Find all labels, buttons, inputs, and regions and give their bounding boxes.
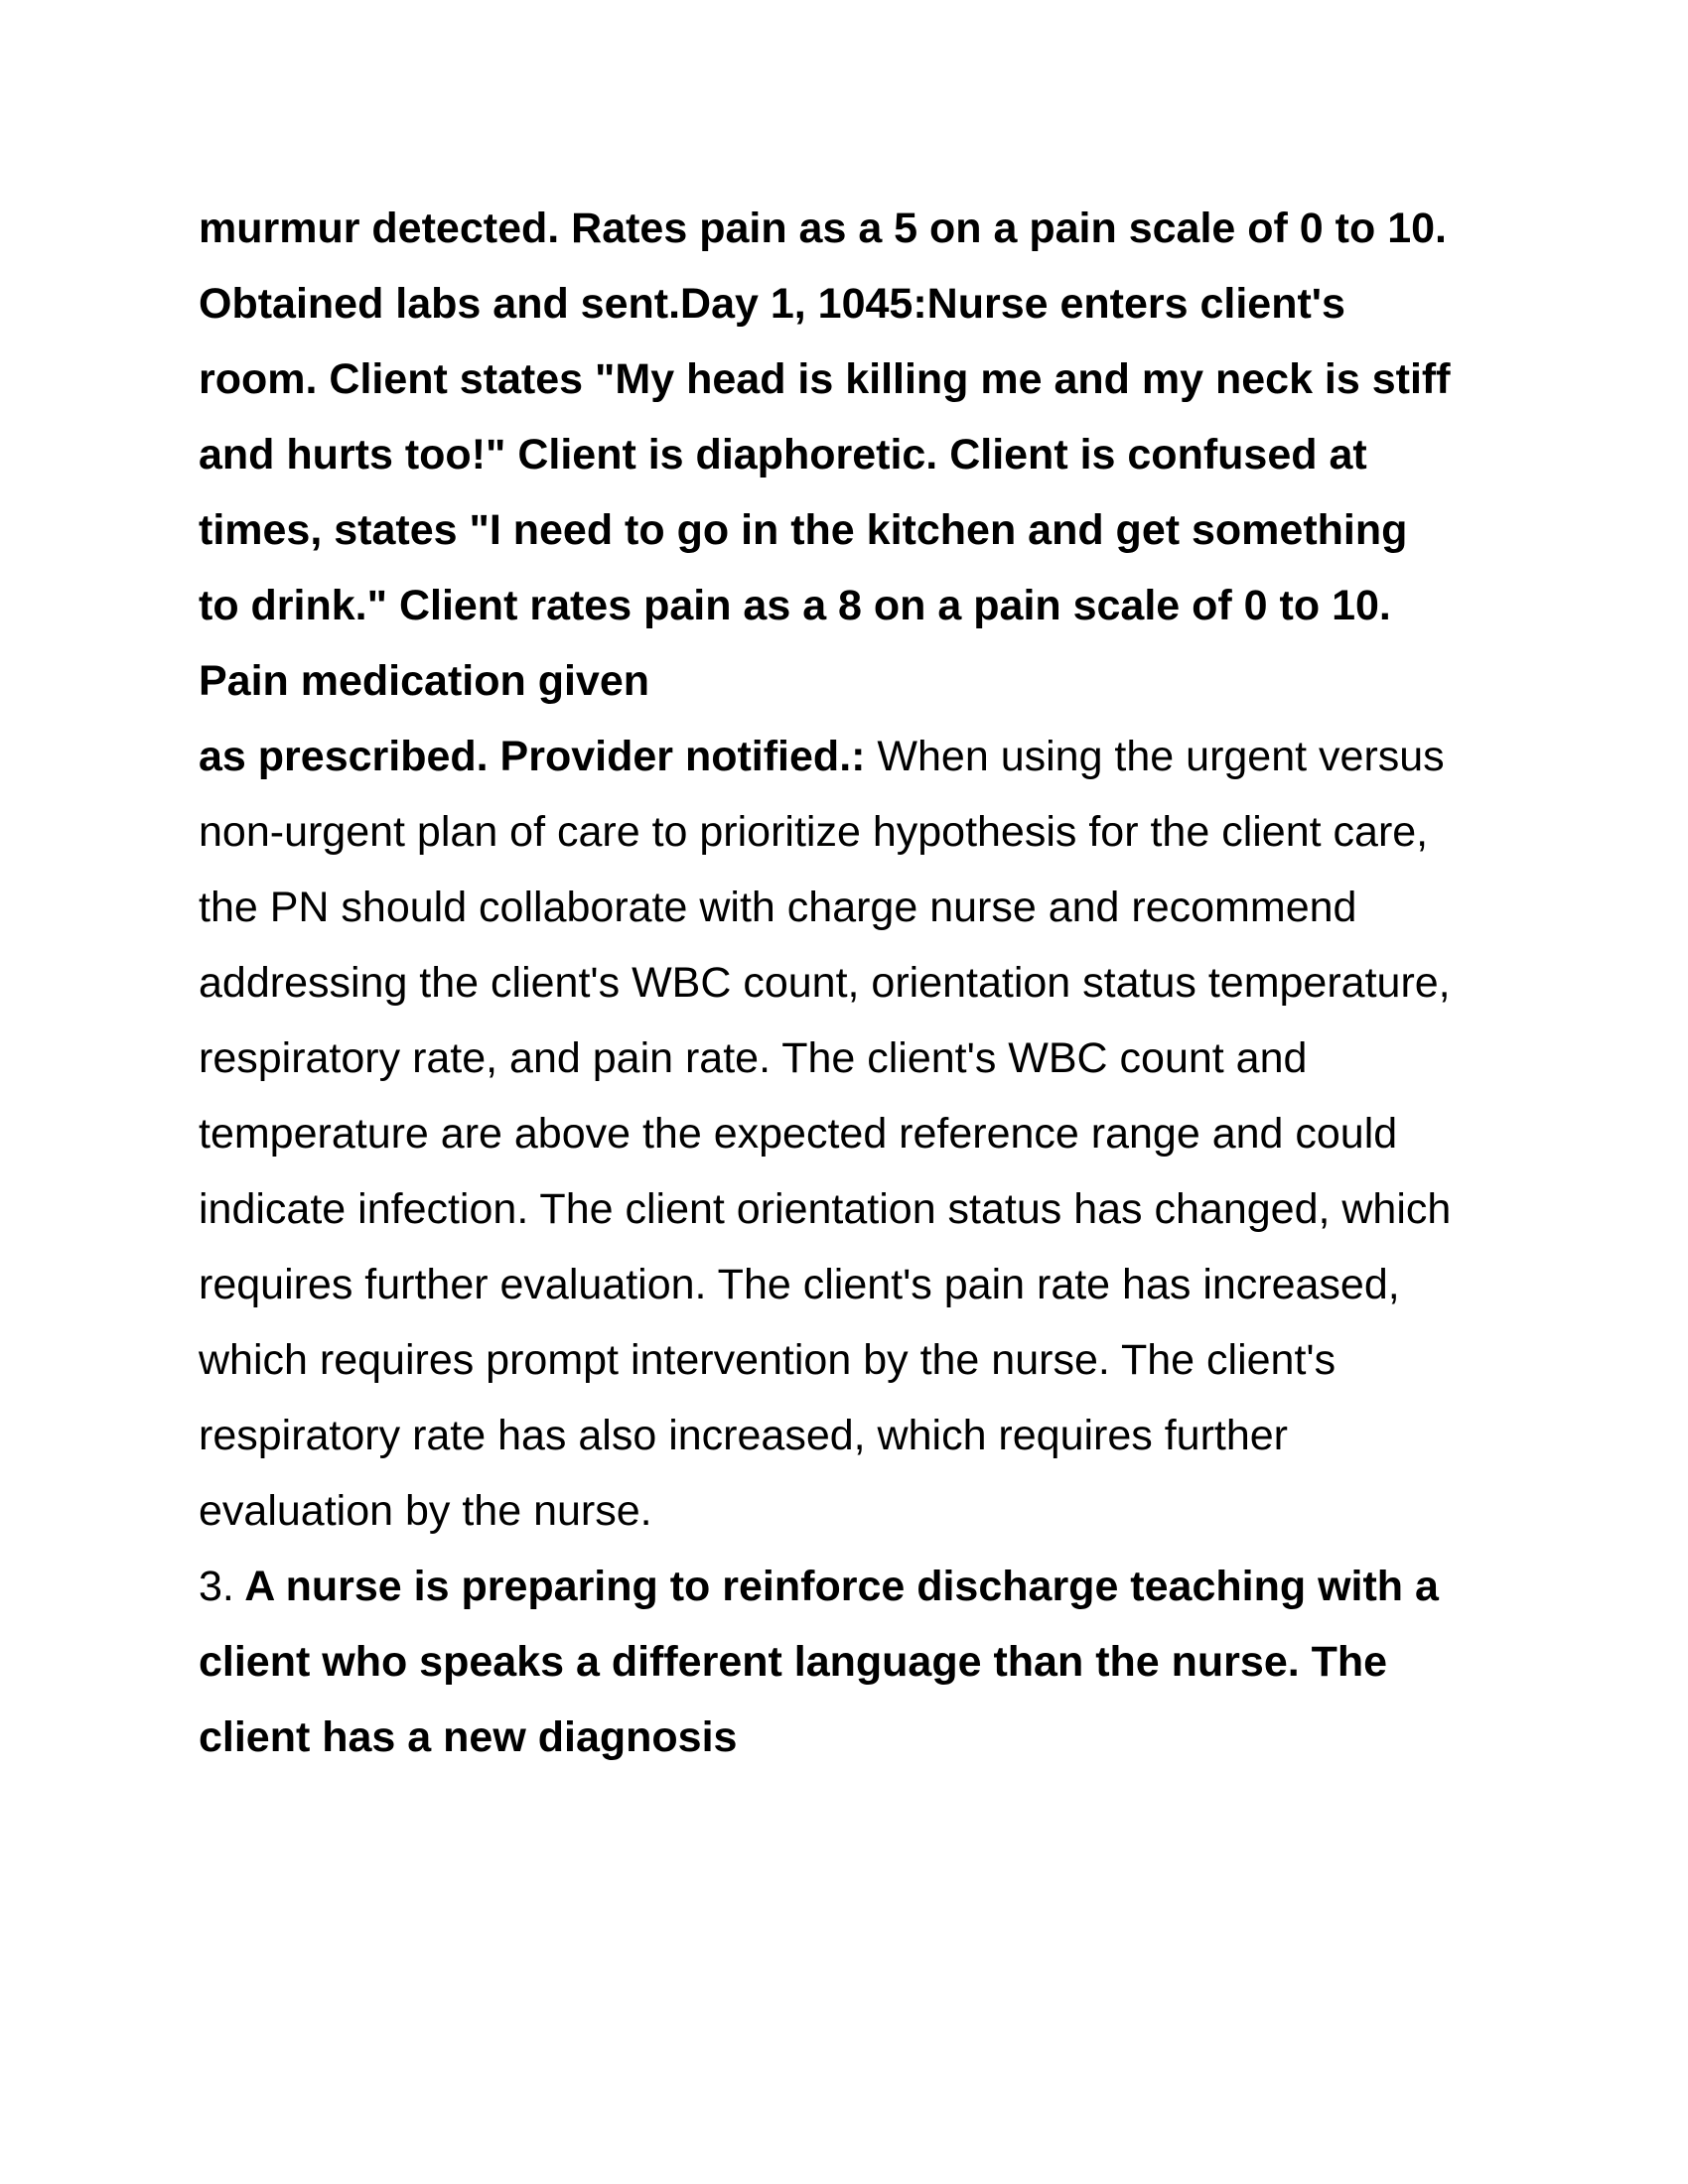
answer-lead-normal: When using the urgent versus <box>865 733 1445 780</box>
question-line: client who speaks a different language than the nurse. The <box>199 1638 1388 1686</box>
answer-line: addressing the client's WBC count, orientation status temperature, <box>199 959 1451 1007</box>
answer-line: the PN should collaborate with charge nurse and recommend <box>199 884 1357 931</box>
document-page <box>199 191 1509 1775</box>
answer-lead-bold: as prescribed. Provider notified.: <box>199 733 866 780</box>
answer-line: respiratory rate, and pain rate. The client's WBC count and <box>199 1034 1308 1082</box>
answer-line: evaluation by the nurse. <box>199 1487 652 1535</box>
scenario-line: Pain medication given <box>199 657 649 705</box>
question-line <box>199 1549 1509 1624</box>
scenario-line: Obtained labs and sent.Day 1, 1045:Nurse enters client's <box>199 280 1345 328</box>
scenario-line: times, states "I need to go in the kitchen and get something <box>199 506 1408 554</box>
answer-lead-line <box>199 719 1509 794</box>
question-text: A nurse is preparing to reinforce discharge teaching with a <box>233 1563 1439 1610</box>
scenario-line: room. Client states "My head is killing me and my neck is stiff <box>199 355 1451 403</box>
answer-line: requires further evaluation. The client's pain rate has increased, <box>199 1261 1400 1308</box>
question-number: 3. <box>199 1563 234 1610</box>
answer-line: which requires prompt intervention by the nurse. The client's <box>199 1336 1336 1384</box>
answer-line: temperature are above the expected reference range and could <box>199 1110 1398 1158</box>
answer-line: indicate infection. The client orientation status has changed, which <box>199 1185 1452 1233</box>
answer-line: respiratory rate has also increased, which requires further <box>199 1412 1289 1459</box>
scenario-line: and hurts too!" Client is diaphoretic. Client is confused at <box>199 431 1367 478</box>
scenario-line: murmur detected. Rates pain as a 5 on a pain scale of 0 to 10. <box>199 205 1447 252</box>
answer-line: non-urgent plan of care to prioritize hypothesis for the client care, <box>199 808 1429 856</box>
question-line: client has a new diagnosis <box>199 1713 738 1761</box>
scenario-line: to drink." Client rates pain as a 8 on a pain scale of 0 to 10. <box>199 582 1391 629</box>
